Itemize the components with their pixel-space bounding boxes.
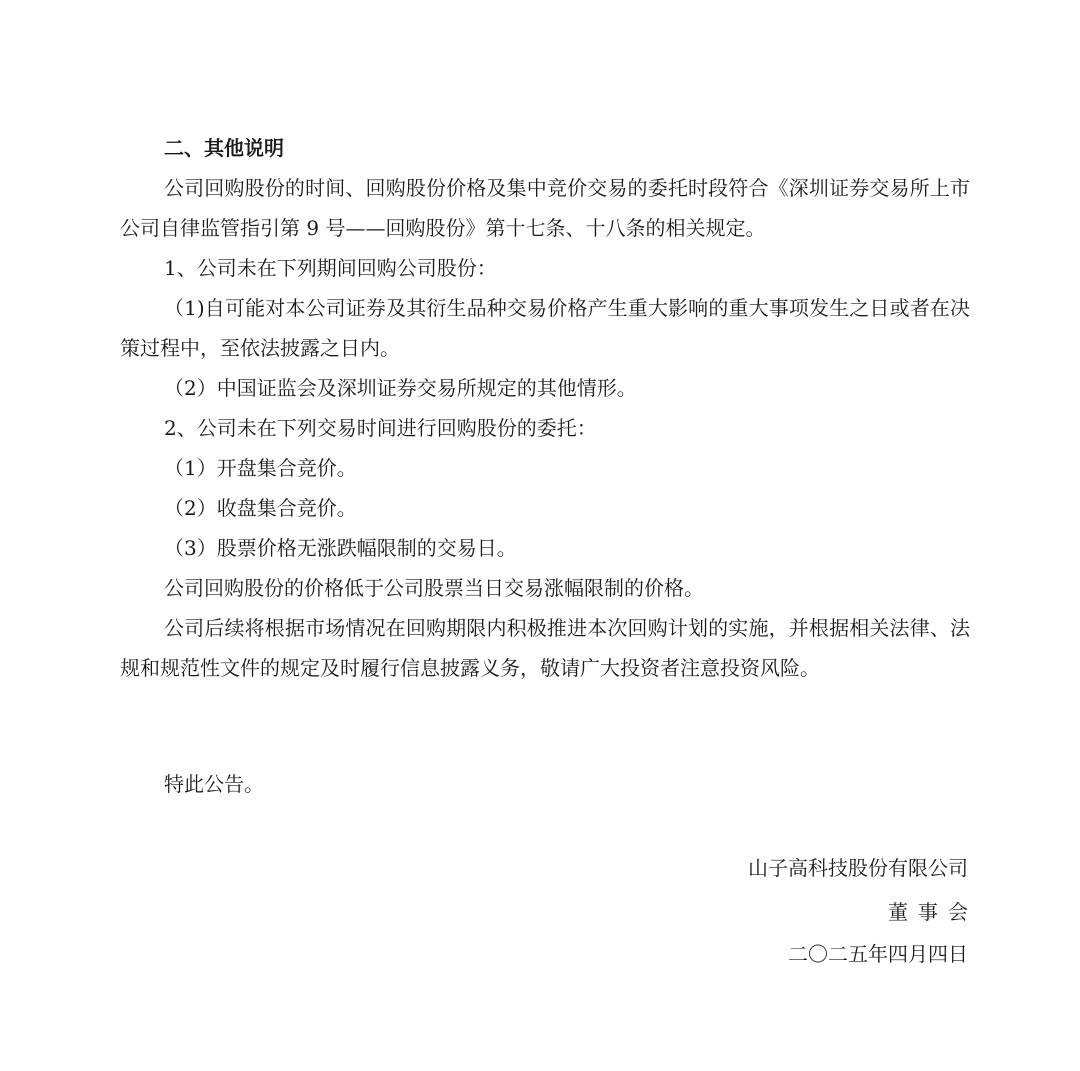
signature-board: 董事会 [888,900,978,924]
body-text [120,168,970,688]
paragraph-trading-intro: 2、公司未在下列交易时间进行回购股份的委托： [164,416,597,440]
paragraph-followup: 公司后续将根据市场情况在回购期限内积极推进本次回购计划的实施，并根据相关法律、法规和规范性文件的规定及时履行信息披露义务，敬请广大投资者注意投资风险。 [120,616,970,680]
paragraph-compliance: 公司回购股份的时间、回购股份价格及集中竞价交易的委托时段符合《深圳证券交易所上市公司自律监管指引第 9 号——回购股份》第十七条、十八条的相关规定。 [120,176,970,240]
paragraph-trading-item-2: （2）收盘集合竞价。 [164,496,357,520]
paragraph-trading-item-1: （1）开盘集合竞价。 [164,456,357,480]
paragraph-trading-item-3: （3）股票价格无涨跌幅限制的交易日。 [164,536,517,560]
paragraph-period-item-2: （2）中国证监会及深圳证券交易所规定的其他情形。 [164,376,637,400]
paragraph-period-item-1: （1)自可能对本公司证券及其衍生品种交易价格产生重大影响的重大事项发生之日或者在决策过程中，至依法披露之日内。 [120,296,970,360]
signature-company: 山子高科技股份有限公司 [748,856,968,880]
paragraph-period-intro: 1、公司未在下列期间回购公司股份： [164,256,497,280]
paragraph-price: 公司回购股份的价格低于公司股票当日交易涨幅限制的价格。 [164,576,704,600]
signature-date: 二〇二五年四月四日 [788,942,968,966]
section-heading: 二、其他说明 [164,136,284,160]
closing-statement: 特此公告。 [164,772,264,796]
